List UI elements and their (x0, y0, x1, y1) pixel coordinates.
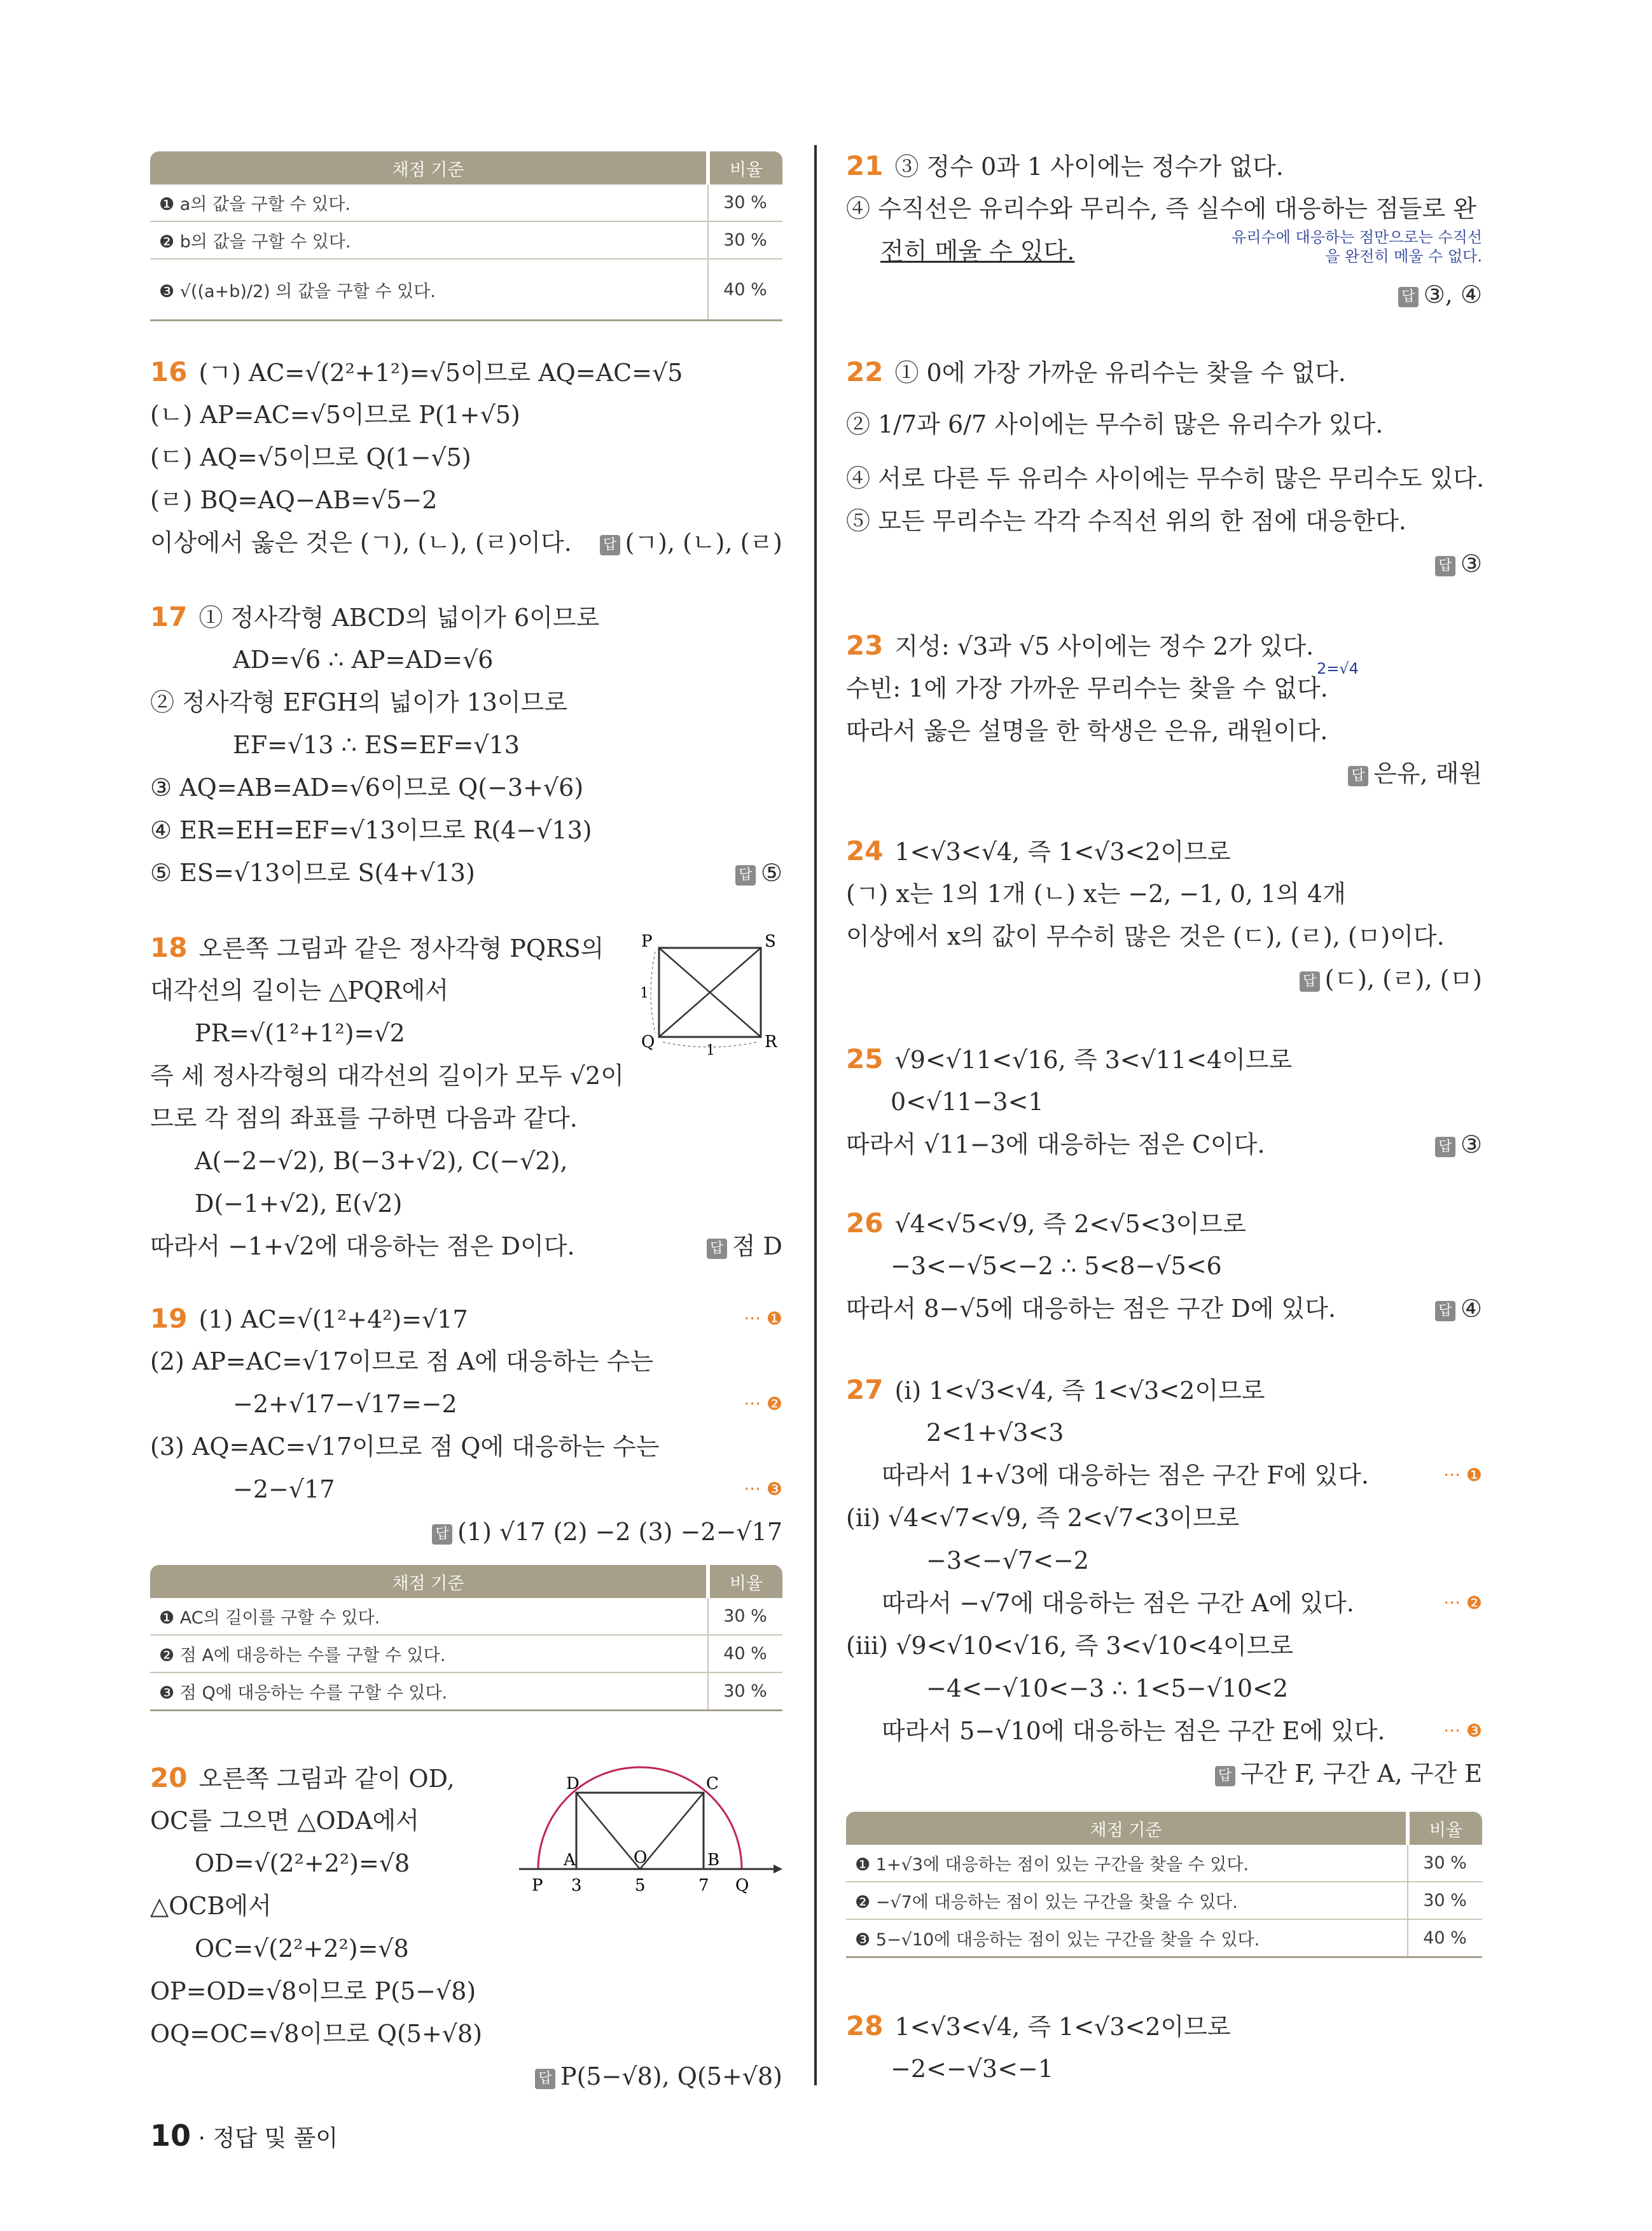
problem-20-line: △OCB에서 (150, 1892, 272, 1920)
problem-17-line: ③ AQ=AB=AD=√6이므로 Q(−3+√6) (150, 774, 584, 802)
problem-17-line: EF=√13 ∴ ES=EF=√13 (233, 731, 520, 759)
table-header-ratio: 비율 (708, 1565, 782, 1598)
problem-20-line: OC=√(2²+2²)=√8 (195, 1935, 409, 1963)
step-mark: ··· ❶ (744, 1308, 782, 1329)
answer-icon: 답 (1300, 971, 1320, 992)
problem-17-line: ⑤ ES=√13이므로 S(4+√13) (150, 859, 475, 887)
problem-16-line: (ㄹ) BQ=AQ−AB=√5−2 (150, 486, 438, 514)
line-text: 오른쪽 그림과 같이 OD, (198, 1765, 455, 1793)
margin-note-21: 유리수에 대응하는 점만으로는 수직선을 완전히 메울 수 없다. (1232, 228, 1482, 265)
line-text: 1<√3<√4, 즉 1<√3<2이므로 (894, 838, 1231, 866)
answer-21 (1398, 277, 1482, 312)
problem-number: 22 (846, 356, 884, 387)
table-header-criteria: 채점 기준 (150, 1565, 708, 1598)
problem-26-line (846, 1206, 1246, 1241)
table-cell: 30 % (708, 184, 782, 221)
table-cell: ❶ a의 값을 구할 수 있다. (150, 184, 708, 221)
problem-26-line: −3<−√5<−2 ∴ 5<8−√5<6 (891, 1252, 1222, 1280)
step-mark: ··· ❶ (1443, 1464, 1482, 1485)
answer-text: ⑤ (760, 859, 782, 887)
table-cell: ❸ √((a+b)/2) 의 값을 구할 수 있다. (150, 259, 708, 321)
problem-22-line (846, 355, 1346, 390)
answer-17 (735, 856, 782, 890)
problem-22-line: ④ 서로 다른 두 유리수 사이에는 무수히 많은 무리수도 있다. (846, 464, 1485, 492)
problem-number: 17 (150, 601, 188, 632)
problem-18-line: A(−2−√2), B(−3+√2), C(−√2), (195, 1147, 568, 1175)
problem-19-line: −2+√17−√17=−2 (233, 1390, 457, 1418)
answer-25 (1435, 1127, 1482, 1162)
scoring-table-27 (846, 1812, 1482, 1958)
table-cell: 40 % (1408, 1919, 1482, 1957)
table-cell: 30 % (1408, 1882, 1482, 1919)
figure-label: S (765, 932, 776, 951)
problem-28-line: −2<−√3<−1 (891, 2055, 1053, 2083)
problem-number: 28 (846, 2010, 884, 2041)
table-cell: 40 % (708, 259, 782, 321)
answer-icon: 답 (1215, 1766, 1235, 1786)
table-cell: ❷ b의 값을 구할 수 있다. (150, 221, 708, 259)
answer-text: ④ (1460, 1295, 1482, 1323)
line-text: √4<√5<√9, 즉 2<√5<3이므로 (894, 1210, 1246, 1238)
figure-label: Q (735, 1876, 749, 1895)
problem-20-line: OP=OD=√8이므로 P(5−√8) (150, 1977, 476, 2005)
figure-label: P (532, 1876, 543, 1895)
problem-23-line: 수빈: 1에 가장 가까운 무리수는 찾을 수 없다. (846, 674, 1328, 702)
problem-number: 21 (846, 150, 884, 181)
problem-27-line: −4<−√10<−3 ∴ 1<5−√10<2 (926, 1674, 1289, 1702)
line-text: ① 0에 가장 가까운 유리수는 찾을 수 없다. (894, 359, 1346, 387)
answer-27 (1215, 1756, 1482, 1791)
problem-19-line: (3) AQ=AC=√17이므로 점 Q에 대응하는 수는 (150, 1433, 660, 1461)
problem-20-line (150, 1761, 455, 1796)
scoring-table-15 (150, 151, 782, 321)
column-divider (814, 145, 817, 2085)
answer-text: (1) √17 (2) −2 (3) −2−√17 (457, 1518, 782, 1546)
problem-19-line (150, 1302, 468, 1337)
table-cell: ❸ 점 Q에 대응하는 수를 구할 수 있다. (150, 1672, 708, 1711)
page-number: 10 (150, 2118, 191, 2153)
problem-27-line: 따라서 5−√10에 대응하는 점은 구간 E에 있다. (882, 1717, 1385, 1745)
line-text: (ⅰ) 1<√3<√4, 즉 1<√3<2이므로 (894, 1377, 1265, 1405)
answer-text: 점 D (732, 1232, 782, 1260)
step-mark: ··· ❷ (1443, 1592, 1482, 1613)
problem-28-line (846, 2009, 1231, 2044)
problem-21-line: 전히 메울 수 있다. (880, 237, 1075, 265)
problem-27-line: 2<1+√3<3 (926, 1419, 1064, 1447)
answer-24 (1300, 962, 1482, 996)
table-cell: 30 % (708, 1672, 782, 1711)
figure-label: O (634, 1848, 648, 1867)
table-cell: ❶ 1+√3에 대응하는 점이 있는 구간을 찾을 수 있다. (846, 1845, 1408, 1882)
problem-number: 16 (150, 356, 188, 387)
line-text: (1) AC=√(1²+4²)=√17 (198, 1305, 468, 1333)
figure-label: 5 (635, 1876, 646, 1895)
problem-19-line: −2−√17 (233, 1475, 335, 1503)
problem-17-line: ② 정사각형 EFGH의 넓이가 13이므로 (150, 688, 568, 716)
problem-16-line: 이상에서 옳은 것은 (ㄱ), (ㄴ), (ㄹ)이다. (150, 529, 572, 557)
problem-22-line: ⑤ 모든 무리수는 각각 수직선 위의 한 점에 대응한다. (846, 507, 1406, 535)
line-text: (ㄱ) AC=√(2²+1²)=√5이므로 AQ=AC=√5 (198, 359, 683, 387)
problem-21-line: ④ 수직선은 유리수와 무리수, 즉 실수에 대응하는 점들로 완 (846, 195, 1476, 223)
problem-20-line: OC를 그으면 △ODA에서 (150, 1807, 419, 1835)
answer-19 (432, 1515, 782, 1549)
table-header-criteria: 채점 기준 (846, 1812, 1408, 1845)
figure-label: Q (641, 1032, 655, 1052)
answer-text: (ㄷ), (ㄹ), (ㅁ) (1324, 965, 1482, 993)
table-cell: 40 % (708, 1635, 782, 1672)
problem-25-line: 0<√11−3<1 (891, 1088, 1044, 1116)
line-text: ③ 정수 0과 1 사이에는 정수가 없다. (894, 153, 1284, 181)
step-mark: ··· ❸ (744, 1478, 782, 1499)
figure-label: P (641, 932, 653, 951)
problem-16-line: (ㄷ) AQ=√5이므로 Q(1−√5) (150, 443, 471, 471)
answer-icon: 답 (1435, 1301, 1455, 1321)
answer-icon: 답 (707, 1239, 727, 1259)
problem-18-line (150, 931, 604, 966)
figure-label: 1 (640, 985, 649, 1001)
figure-label: C (706, 1774, 719, 1793)
answer-icon: 답 (735, 865, 756, 886)
table-cell: ❶ AC의 길이를 구할 수 있다. (150, 1598, 708, 1635)
problem-number: 24 (846, 835, 884, 866)
problem-16-line: (ㄴ) AP=AC=√5이므로 P(1+√5) (150, 401, 520, 429)
problem-19-line: (2) AP=AC=√17이므로 점 A에 대응하는 수는 (150, 1347, 654, 1375)
table-cell: ❸ 5−√10에 대응하는 점이 있는 구간을 찾을 수 있다. (846, 1919, 1408, 1957)
problem-18-line: 따라서 −1+√2에 대응하는 점은 D이다. (150, 1232, 575, 1260)
answer-icon: 답 (1348, 766, 1368, 786)
table-cell: 30 % (1408, 1845, 1482, 1882)
answer-icon: 답 (600, 535, 620, 555)
answer-icon: 답 (432, 1524, 452, 1545)
answer-26 (1435, 1291, 1482, 1326)
problem-27-line: (ⅲ) √9<√10<√16, 즉 3<√10<4이므로 (846, 1632, 1294, 1660)
problem-27-line: 따라서 −√7에 대응하는 점은 구간 A에 있다. (882, 1589, 1354, 1617)
problem-24-line: (ㄱ) x는 1의 1개 (ㄴ) x는 −2, −1, 0, 1의 4개 (846, 880, 1346, 908)
problem-24-line (846, 834, 1231, 869)
figure-label: 3 (571, 1876, 582, 1895)
problem-18-line: D(−1+√2), E(√2) (195, 1190, 403, 1218)
problem-25-line (846, 1042, 1292, 1077)
answer-20 (535, 2059, 782, 2094)
problem-18-line: 즉 세 정사각형의 대각선의 길이가 모두 √2이 (150, 1062, 624, 1090)
figure-label: D (566, 1774, 580, 1793)
answer-22 (1435, 546, 1482, 581)
step-mark: ··· ❸ (1443, 1720, 1482, 1741)
problem-18-line: 므로 각 점의 좌표를 구하면 다음과 같다. (150, 1104, 578, 1132)
problem-number: 27 (846, 1374, 884, 1405)
margin-note-23: 2=√4 (1317, 660, 1359, 678)
problem-18-line: 대각선의 길이는 △PQR에서 (150, 976, 449, 1004)
line-text: 지성: √3과 √5 사이에는 정수 2가 있다. (894, 632, 1314, 660)
problem-20-line: OQ=OC=√8이므로 Q(5+√8) (150, 2020, 483, 2048)
problem-18-line: PR=√(1²+1²)=√2 (195, 1019, 405, 1047)
table-cell: ❷ −√7에 대응하는 점이 있는 구간을 찾을 수 있다. (846, 1882, 1408, 1919)
problem-24-line: 이상에서 x의 값이 무수히 많은 것은 (ㄷ), (ㄹ), (ㅁ)이다. (846, 922, 1445, 950)
problem-23-line: 따라서 옳은 설명을 한 학생은 은유, 래원이다. (846, 717, 1328, 745)
table-cell: 30 % (708, 1598, 782, 1635)
figure-label: 7 (698, 1876, 709, 1895)
answer-text: (ㄱ), (ㄴ), (ㄹ) (625, 529, 782, 557)
table-header-ratio: 비율 (708, 151, 782, 184)
problem-27-line: −3<−√7<−2 (926, 1546, 1089, 1574)
line-text: ① 정사각형 ABCD의 넓이가 6이므로 (198, 604, 600, 632)
answer-18 (707, 1229, 782, 1263)
problem-17-line: ④ ER=EH=EF=√13이므로 R(4−√13) (150, 816, 592, 844)
problem-27-line: (ⅱ) √4<√7<√9, 즉 2<√7<3이므로 (846, 1504, 1240, 1532)
table-cell: ❷ 점 A에 대응하는 수를 구할 수 있다. (150, 1635, 708, 1672)
problem-number: 19 (150, 1303, 188, 1334)
problem-number: 25 (846, 1043, 884, 1074)
problem-number: 23 (846, 630, 884, 661)
table-cell: 30 % (708, 221, 782, 259)
problem-17-line: AD=√6 ∴ AP=AD=√6 (233, 646, 494, 674)
problem-22-line: ② 1/7과 6/7 사이에는 무수히 많은 유리수가 있다. (846, 410, 1384, 438)
problem-17-line (150, 600, 599, 635)
figure-label: B (707, 1851, 720, 1870)
table-header-criteria: 채점 기준 (150, 151, 708, 184)
line-text: √9<√11<√16, 즉 3<√11<4이므로 (894, 1046, 1293, 1074)
table-header-ratio: 비율 (1408, 1812, 1482, 1845)
problem-23-line (846, 629, 1314, 664)
problem-27-line (846, 1373, 1265, 1408)
answer-icon: 답 (1435, 556, 1455, 576)
scoring-table-19 (150, 1565, 782, 1711)
step-mark: ··· ❷ (744, 1393, 782, 1414)
square-pqrs-figure (640, 929, 782, 1056)
figure-label: 1 (706, 1043, 715, 1056)
answer-23 (1348, 756, 1482, 791)
problem-27-line: 따라서 1+√3에 대응하는 점은 구간 F에 있다. (882, 1461, 1369, 1489)
page-footer (150, 2118, 338, 2153)
answer-text: ③ (1460, 1130, 1482, 1158)
problem-25-line: 따라서 √11−3에 대응하는 점은 C이다. (846, 1130, 1265, 1158)
answer-text: 은유, 래원 (1373, 760, 1482, 788)
answer-text: ③ (1460, 550, 1482, 578)
problem-26-line: 따라서 8−√5에 대응하는 점은 구간 D에 있다. (846, 1295, 1336, 1323)
answer-icon: 답 (1435, 1137, 1455, 1157)
figure-label: A (564, 1851, 576, 1870)
semicircle-number-line-figure (513, 1761, 782, 1901)
answer-16 (600, 525, 782, 560)
line-text: 1<√3<√4, 즉 1<√3<2이므로 (894, 2013, 1231, 2041)
figure-label: R (765, 1032, 777, 1052)
problem-number: 20 (150, 1762, 188, 1793)
answer-text: P(5−√8), Q(5+√8) (560, 2062, 782, 2090)
problem-number: 18 (150, 932, 188, 963)
problem-number: 26 (846, 1207, 884, 1239)
problem-21-line (846, 149, 1284, 184)
footer-title: · 정답 및 풀이 (198, 2125, 338, 2151)
answer-text: 구간 F, 구간 A, 구간 E (1240, 1760, 1482, 1788)
answer-icon: 답 (1398, 287, 1419, 307)
answer-icon: 답 (535, 2069, 555, 2089)
line-text: 오른쪽 그림과 같은 정사각형 PQRS의 (198, 935, 604, 963)
problem-20-line: OD=√(2²+2²)=√8 (195, 1849, 410, 1877)
answer-text: ③, ④ (1423, 281, 1482, 309)
problem-16-line (150, 355, 683, 390)
